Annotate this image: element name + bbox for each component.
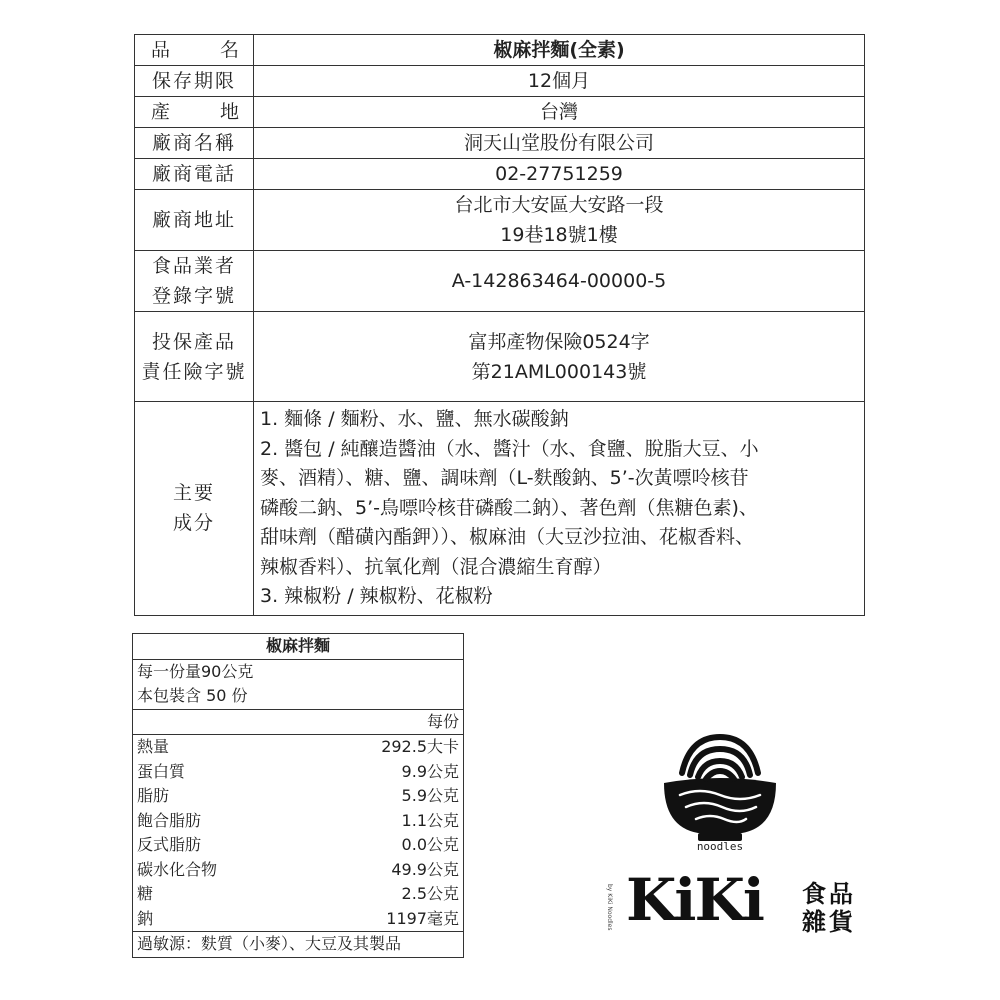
nutrient-value: 49.9公克 [391, 859, 459, 879]
allergen-text: 過敏源：麩質（小麥）、大豆及其製品 [137, 934, 402, 953]
ingredients-label [135, 402, 254, 616]
insurance-label-line2: 責任險字號 [141, 360, 247, 383]
kiki-cn-line2: 雜貨 [802, 908, 856, 936]
insurance-line2: 第21AML000143號 [471, 360, 647, 383]
address-line1: 台北市大安區大安路一段 [454, 194, 664, 216]
nutrient-label: 脂肪 [137, 786, 170, 805]
name-label [135, 35, 254, 66]
nutrient-label: 鈉 [137, 908, 154, 928]
kiki-brand: KiKi [626, 866, 763, 934]
nutrient-value: 9.9公克 [401, 761, 459, 781]
nutrient-row [133, 760, 463, 785]
kiki-tiny-text: by KiKi Noodles [606, 884, 613, 931]
reg-label-line1: 食品業者 [151, 255, 236, 277]
nutrition-table [132, 633, 464, 958]
nutrient-row [133, 858, 463, 883]
origin-label-char: 地 [219, 101, 239, 123]
address-label: 廠商地址 [135, 190, 254, 251]
nutrient-value: 2.5公克 [401, 884, 459, 903]
nutrient-label: 蛋白質 [137, 761, 186, 781]
nutrient-label: 糖 [137, 884, 154, 903]
insurance-value [254, 312, 865, 402]
ingredient-line: 2. 醬包 / 純釀造醬油（水、醬汁（水、食鹽、脫脂大豆、小 [260, 437, 759, 460]
nutrient-label: 反式脂肪 [137, 835, 202, 854]
reg-label-line2: 登錄字號 [151, 285, 236, 307]
shelf-value: 12個月 [254, 66, 865, 97]
nutrient-value: 292.5大卡 [381, 737, 459, 756]
address-line2: 19巷18號1樓 [500, 224, 618, 246]
insurance-line1: 富邦產物保險0524字 [468, 330, 650, 353]
nutrient-row [133, 809, 463, 834]
nutrient-value: 0.0公克 [401, 835, 459, 854]
origin-label [135, 97, 254, 128]
maker-value: 洞天山堂股份有限公司 [254, 128, 865, 159]
nutrient-value: 1.1公克 [401, 810, 459, 830]
nutrient-value: 5.9公克 [401, 786, 459, 805]
shelf-label: 保存期限 [135, 66, 254, 97]
kiki-cn-line1: 食品 [802, 880, 856, 908]
nutrient-value: 1197毫克 [386, 908, 459, 928]
name-label-char: 名 [219, 39, 239, 61]
ingredient-line: 1. 麵條 / 麵粉、水、鹽、無水碳酸鈉 [260, 408, 569, 430]
product-info-table [134, 34, 865, 616]
nutrient-row [133, 907, 463, 932]
per-serving-text: 每份 [426, 711, 459, 731]
ingredient-line: 辣椒香料）、抗氧化劑（混合濃縮生育醇） [260, 555, 612, 578]
nutrient-row [133, 784, 463, 809]
nutrient-row [133, 882, 463, 907]
ingredient-line: 甜味劑（醋磺內酯鉀））、椒麻油（大豆沙拉油、花椒香料、 [260, 526, 755, 548]
ingredients-label-line2: 成分 [172, 512, 215, 535]
origin-value: 台灣 [254, 97, 865, 128]
phone-value: 02-27751259 [254, 159, 865, 190]
ingredients-value [254, 402, 865, 616]
kiki-logo [606, 866, 860, 942]
nutrient-label: 飽合脂肪 [137, 810, 202, 830]
address-value [254, 190, 865, 251]
name-label-char: 品 [151, 39, 171, 61]
kiki-cn-text [802, 880, 858, 936]
nutrient-row [133, 734, 463, 760]
ingredients-label-line1: 主要 [172, 482, 215, 505]
allergen-row [133, 931, 463, 957]
nutrition-title: 椒麻拌麵 [133, 634, 463, 660]
ingredient-line: 麥、酒精）、糖、鹽、調味劑（L-麩酸鈉、5’-次黃嘌呤核苷 [260, 467, 749, 489]
maker-label: 廠商名稱 [135, 128, 254, 159]
reg-value: A-142863464-00000-5 [254, 251, 865, 312]
noodle-bowl-icon [650, 715, 790, 855]
insurance-label [135, 312, 254, 402]
name-value: 椒麻拌麵(全素) [254, 35, 865, 66]
serving-size [133, 660, 463, 685]
serving-size-text: 每一份量90公克 [137, 661, 254, 681]
servings [133, 684, 463, 709]
reg-label [135, 251, 254, 312]
servings-text: 本包裝含 50 份 [137, 686, 248, 705]
nutrient-label: 熱量 [137, 737, 170, 756]
noodles-text: noodles [696, 840, 744, 853]
insurance-label-line1: 投保產品 [151, 330, 236, 353]
nutrient-label: 碳水化合物 [137, 859, 218, 879]
origin-label-char: 產 [151, 101, 171, 123]
ingredient-line: 3. 辣椒粉 / 辣椒粉、花椒粉 [260, 585, 493, 607]
nutrient-row [133, 833, 463, 858]
per-serving-header [133, 709, 463, 735]
ingredient-line: 磷酸二鈉、5’-鳥嘌呤核苷磷酸二鈉）、著色劑（焦糖色素)、 [260, 496, 758, 519]
phone-label: 廠商電話 [135, 159, 254, 190]
